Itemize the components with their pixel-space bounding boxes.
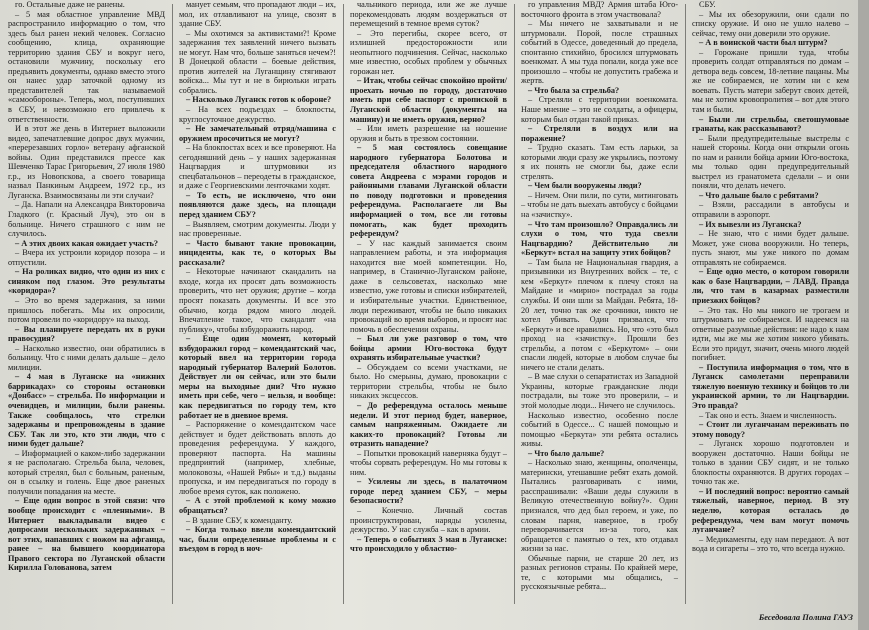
interview-question: – Стреляли в воздух или на поражение? [521,124,678,143]
interview-answer: – Да. Напали на Александра Викторовича Гладкого (г. Красный Луч), это он в больнице. Ничего страшного с ним не случилось. [8,200,165,239]
interview-question: – А в воинской части был штурм? [699,38,828,48]
article-column [8,0,165,600]
interview-answer: – Мы ничего не захватывали и не штурмовали. Порой, после страшных событий в Одессе, доведенный до предела, спонтанно стихийно, бросился штурмовать военкомат. А мы туда попали, когда уже все произошло – чтобы не допустить грабежа и жертв. [521,19,678,86]
interview-answer: – Насколько знаю, женщины, ополченцы, матерински, утешавшие ребят ехать домой. Пытались разговаривать с ними, расспрашивали: «Ваши деды служили в Великую отечественную войну?». Один признался, что дед был героем, и уже, по словам парня, наверное, в гробу переворачивается из-за того, как обращается с памятью о тех, кто отдавал жизни за нас. [521,458,678,554]
interview-answer: го. Остальные даже не ранены. [15,0,125,9]
interview-answer: – Мы их обезоружили, они сдали по списку оружие. И оно не ушло налево – сейчас, тему они доверили это оружие. [692,9,849,38]
interview-question: – Стоит ли луганчанам переживать по этому поводу? [692,420,849,439]
interview-question: – Были ли стрельбы, светошумовые гранаты, как рассказывают? [692,114,849,134]
interview-question: – На роликах видно, что один из них с синяком под глазом. Это результаты «коридора»? [8,267,165,296]
interview-answer: – Горожане пришли туда, чтобы проверить солдат отправляться по домам – детворa ведь совсем, 18-летние пацаны. Мы же не собираемся, не хотим ни с кем воевать. Пусть матери заберут своих детей, мы не хотим кровопролития – вот для этого там и были. [692,47,849,115]
interview-question: – Что там произошло? Оправдались ли слухи о том, что туда свезли Нацгвардию? Действительно ли «Беркут» встал на защиту этих бойцов? [521,219,678,258]
article-column [179,0,336,600]
interview-answer: – Выявляем, смотрим документы. Люди у нас проверенные. [179,219,336,239]
article-column [350,0,507,600]
interview-question: – Не замечательный отряд/машина с оружием просочиться не могут? [179,124,336,143]
interview-answer: – Конечно. Личный состав проинструктирован, наряды усилены, дежурство. У нас служба – как в армии. [350,505,507,535]
interview-question: – Что дальше было с ребятами? [699,190,819,200]
interview-question: – 5 мая состоялось совещание народного губернатора Болотова и председателя областного народного совета Андреева с мэрами городов и районными главами Луганской области по поводу подготовки и проведения референдума. Располагаете ли Вы информацией о том, все ли готовы помогать, как будет проходить референдум? [350,143,507,239]
interview-question: – Что было дальше? [528,448,605,458]
page-edge [858,0,869,630]
interview-question: – Вы планируете передать их в руки правосудия? [8,324,165,344]
interview-question: – Чем были вооружены люди? [528,181,642,191]
article-column [692,0,849,600]
interview-answer: – Там была не Национальная гвардия, а призывники из Внутренних войск – те, с кем «Беркут» плечом к плечу стоял на Майдане и «мирно» пострадал за годы службы. И они шли за Майдан. Ребята, 18-20 лет, точно так же срочники, никто не хотел убивать. Один призвался, что «Беркут» и все нравились. Но, что «это был проход на «зачистку». Прошли без стрельбы, а потом с «Беркутом» – они спасли людей, которые в любом случае бы ничего не стали делать. [521,257,678,372]
interview-answer: СБУ. [699,0,716,9]
interview-answer: – Информацией о каком-либо задержании я не располагаю. Стрельба была, человек, который стрелял, был с больным, раненым, он в ссылку и голень. Еще двое раненых получили попадания на месте. [8,448,165,496]
interview-answer: – Ничем. Они пили, по сути, митинговать – чтобы не дать выехать автобусу с бойцами на «зачистку». [521,190,678,220]
interview-question: – Когда только ввели комендантский час, были определенные проблемы и с въездом в город в ноч- [179,525,336,554]
interview-answer: – Трудно сказать. Там есть ларьки, за которыми люди сразу же укрылись, поэтому я их понять не смогли бы, даже если стрелять. [521,143,678,181]
interview-question: – 4 мая в Луганске на «нижних баррикадах» со стороны остановки «Донбасс» – стрельба. По информации и очевидцев, и милиции, были ранены. Также сообщалось, что стрелки задержаны и препровождены в здание СБУ. Так ли это, кто эти люди, что с ними будет дальше? [8,372,165,449]
interview-answer: Насколько известно, особенно после событий в Одессе... С нашей помощью и помощью «Беркута» эти ребята остались живы. [521,410,678,449]
interview-question: – А с этой проблемой к кому можно обращаться? [179,496,336,515]
interview-question: – И последний вопрос: вероятно самый тяжелый, наверное, период. В эту неделю, которая осталась до референдума, чем вам могут помочь луганчане? [692,486,849,535]
interview-answer: – Это перегибы, скорее всего, от излишней предосторожности или неопытного подчинения. Сейчас, насколько мне известно, особых проблем у обычных горожан нет. [350,28,507,76]
interview-question: – Поступила информация о том, что в Луганск самолетами переправили тяжелую военную технику и бойцов то ли украинской армии, то ли Нацгвардии. Это правда? [692,362,849,410]
column-divider [172,4,173,604]
article-columns [8,0,850,615]
interview-question: – Еще один момент, который взбудоражил город – комендантский час, который ввел на территории города народный губернатор Валерий Болотов. Действует ли он сейчас, или это были меры на выходные дни? Что нужно иметь при себе, чего – нельзя, и вообще: как передвигаться по городу тем, кто работает не в дневное время. [179,334,336,420]
interview-answer: – Стреляли с территории военкомата. Наше мнение – это не солдаты, а офицеры, которым был отдан такой приказ. [521,95,678,124]
interview-answer: манует семьям, что пропадают люди – их, мол, их отлавливают на улице, свозят в здание СБУ. [179,0,336,29]
interview-question: – То есть, не исключено, что они появляются даже здесь, на площади перед зданием СБУ? [179,190,336,220]
interview-question: – Теперь о событиях 3 мая в Луганске: что происходило у областно- [350,534,507,554]
interview-question: – Был ли уже разговор о том, что бойцы армии Юго-востока будут охранять избирательные участки? [350,334,507,363]
interview-answer: – Распоряжение о комендантском часе действует и будет действовать вплоть до проведения референдума. У каждого, проверяют паспорта. На машины предприятий (например, хлебные, молоковозы, «Нашей Рябы» и т.д.) выданы пропуска, и им передвигаться по городу в любое время суток, как положено. [179,420,336,496]
interview-question: – Насколько Луганск готов к обороне? [186,95,332,105]
interview-answer: – Мы охотимся за активистами?! Кроме задержания тех заявлений ничего вызвать не могут. Нам что, больше заняться нечем?! В Донецкой области – боевые действия, против жителей на Луганщину стягивают войска... Мы тут и не в бирюльки играть собрались. [179,28,336,95]
interview-answer: Обычные парни, не старше 20 лет, из разных регионов страны. По крайней мере, те, с которыми мы общались, – русскоязычные ребята... [521,553,678,592]
interview-answer: – Были предупредительные выстрелы с нашей стороны. Когда они открыли огонь по нам и ранили бойца армии Юго-востока, мы только один предупредительный выстрел из гранатомета сделали – и они поняли, что делать нечего. [692,133,849,191]
interview-answer: – Попытки провокаций наверняка будут – чтобы сорвать референдум. Но мы готовы к ним. [350,448,507,477]
interview-answer: И в этот же день в Интернет выложили видео, запечатлевшие допрос двух мужчин, «перерезавших горло» ветерану афганской войны. Один представился прессе как Шевченко Тарас Григорьевич, 27 июля 1980 г.р., из Новопскова, а своего товарища назвал Панкиным Андреем, 1972 г.р., из Луганска. Взаимосвязаны ли эти случаи? [8,124,165,200]
interview-answer: – 5 мая областное управление МВД распространило информацию о том, что здесь был ранен некий человек. Согласно сообщению, клица, охраняющие территорию здания СБУ и вокруг него, остановили мужчину, поскольку его предъявить документы, однако вместо этого он нанес удар заточкой одному из представителей так называемой «самообороны». Теперь, мол, поступивших в СБУ, и невозможно его привлечь к ответственности. [8,9,165,124]
column-divider [514,4,515,604]
interview-answer: го управления МВД? Армия штаба Юго-восточного фронта в этом участвовала? [521,0,678,19]
interview-answer: чальникого периода, или же же лучше порекомендовать людям воздержаться от перемещений в темное время суток? [350,0,507,29]
interview-answer: – У нас каждый занимается своим направлением работы, и эта информация находится вне моей компетенции. Но, например, в Станично-Луганском районе, даже в сельсоветах, насколько мне известно, уже готовы и списки избирателей, и избирательные участки. Единственное, люди переживают, чтобы не было никаких провокаций во время выборов, и просят нас помочь в обеспечении охраны. [350,238,507,334]
interview-answer: – На всех подъездах – блокпосты, круглосуточное дежурство. [179,105,336,124]
interview-question: – А этих двоих какая ожидает участь? [15,238,159,248]
interview-answer: – В мае слухи о сепаратистах из Западной Украины, которые гражданские люди пострадали, вы тоже это проверили, – и этой молодые люди... Ничего не случилось. [521,372,678,410]
interview-question: – Еще одно место, о котором говорили как о базе Нацгвардии, – ЛАВД. Правда ли, что там в казармах разместили приезжих бойцов? [692,267,849,305]
interview-answer: – Луганск хорошо подготовлен и вооружен достаточно. Наши бойцы не только в здании СБУ сидят, и не только блокпосты охраняются. В других городах – точно так же. [692,439,849,487]
interview-question: – Итак, чтобы сейчас спокойно пройти/проехать ночью по городу, достаточно иметь при себе паспорт с пропиской в Луганской области (документы на машину) и не иметь оружия, верно? [350,76,507,124]
interview-answer: – В здание СБУ, к коменданту. [186,515,293,525]
interview-answer: – Это во время задержания, за ними пришлось побегать. Мы их опросили, потом провели по «коридору» на выход. [8,295,165,325]
interview-answer: – Медикаменты, еду нам передают. А вот вода и сигареты – это то, что всегда нужно. [692,534,849,554]
interview-answer: – Это так. Но мы никого не трогаем и штурмовать не собираемся. И надеемся на ответные разумные действия: не надо к нам идти, мы же мы же хотим никого убивать. Если это придут, значит, очень много людей погибнет. [692,305,849,363]
column-divider [343,4,344,604]
interview-answer: – Некоторые начинают скандалить на входе, когда их просят дать возможность проверить, что нет оружия; другие – когда просят показать документы. И все это обычно, когда рядом много людей. Впечатление такое, что скандалят «на публику», чтобы взбудоражить народ. [179,267,336,334]
article-byline: Беседовала Полина ГАУЗ [758,612,853,622]
interview-answer: – Обсуждаем со всеми участками, не было. Но смерыны, думаю, провокации с территории стрельбы, чтобы не было никаких эксцессов. [350,362,507,401]
interview-question: – Усилены ли здесь, в палаточном городе перед зданием СБУ, – меры безопасности? [350,477,507,506]
interview-answer: – Не знаю, что с ними будет дальше. Может, уже снова вооружили. Но теперь, пусть знают, мы уже никого по домам отправлять не собираемся. [692,229,849,267]
article-column [521,0,678,600]
interview-question: – Часто бывают такие провокации, инциденты, как те, о которых Вы рассказали? [179,238,336,267]
interview-answer: – На блокпостах всех и все проверяют. На сегодняшний день – у наших задержанная Нацгвардия и штурмовики из спецбатальонов – переодеты в гражданское, и даже с Георгиевскими ленточками ходят. [179,143,336,191]
interview-question: – Их вывезли из Луганска? [699,219,802,229]
interview-answer: – Вчера их устроили коридор позора – и отпустили. [8,248,165,267]
column-divider [685,4,686,604]
interview-answer: – Так оно и есть. Знаем и численность. [699,410,837,420]
interview-answer: – Или иметь разрешение на ношение оружия и быть в трезвом состоянии. [350,124,507,143]
interview-answer: – Взяли, рассадили в автобусы и отправили в аэропорт. [692,200,849,220]
interview-question: – До референдума осталось меньше недели. И этот период будет, наверное, самым напряженным. Ожидаете ли каких-то провокаций? Готовы ли отразить нападение? [350,400,507,449]
interview-answer: – Насколько известно, они обратились в больницу. Что с ними делать дальше – дело милиции. [8,343,165,372]
interview-question: – Еще один вопрос в этой связи: что вообще происходит с «пленными». В Интернет выкладывали видео с допросами нескольких задержанных – вот этих, напавших с ножом на афганца, ранее – на бывшего координатора Правого сектора по Луганской области Кирилла Голованова, затем [8,496,165,573]
interview-question: – Что была за стрельба? [528,85,620,95]
